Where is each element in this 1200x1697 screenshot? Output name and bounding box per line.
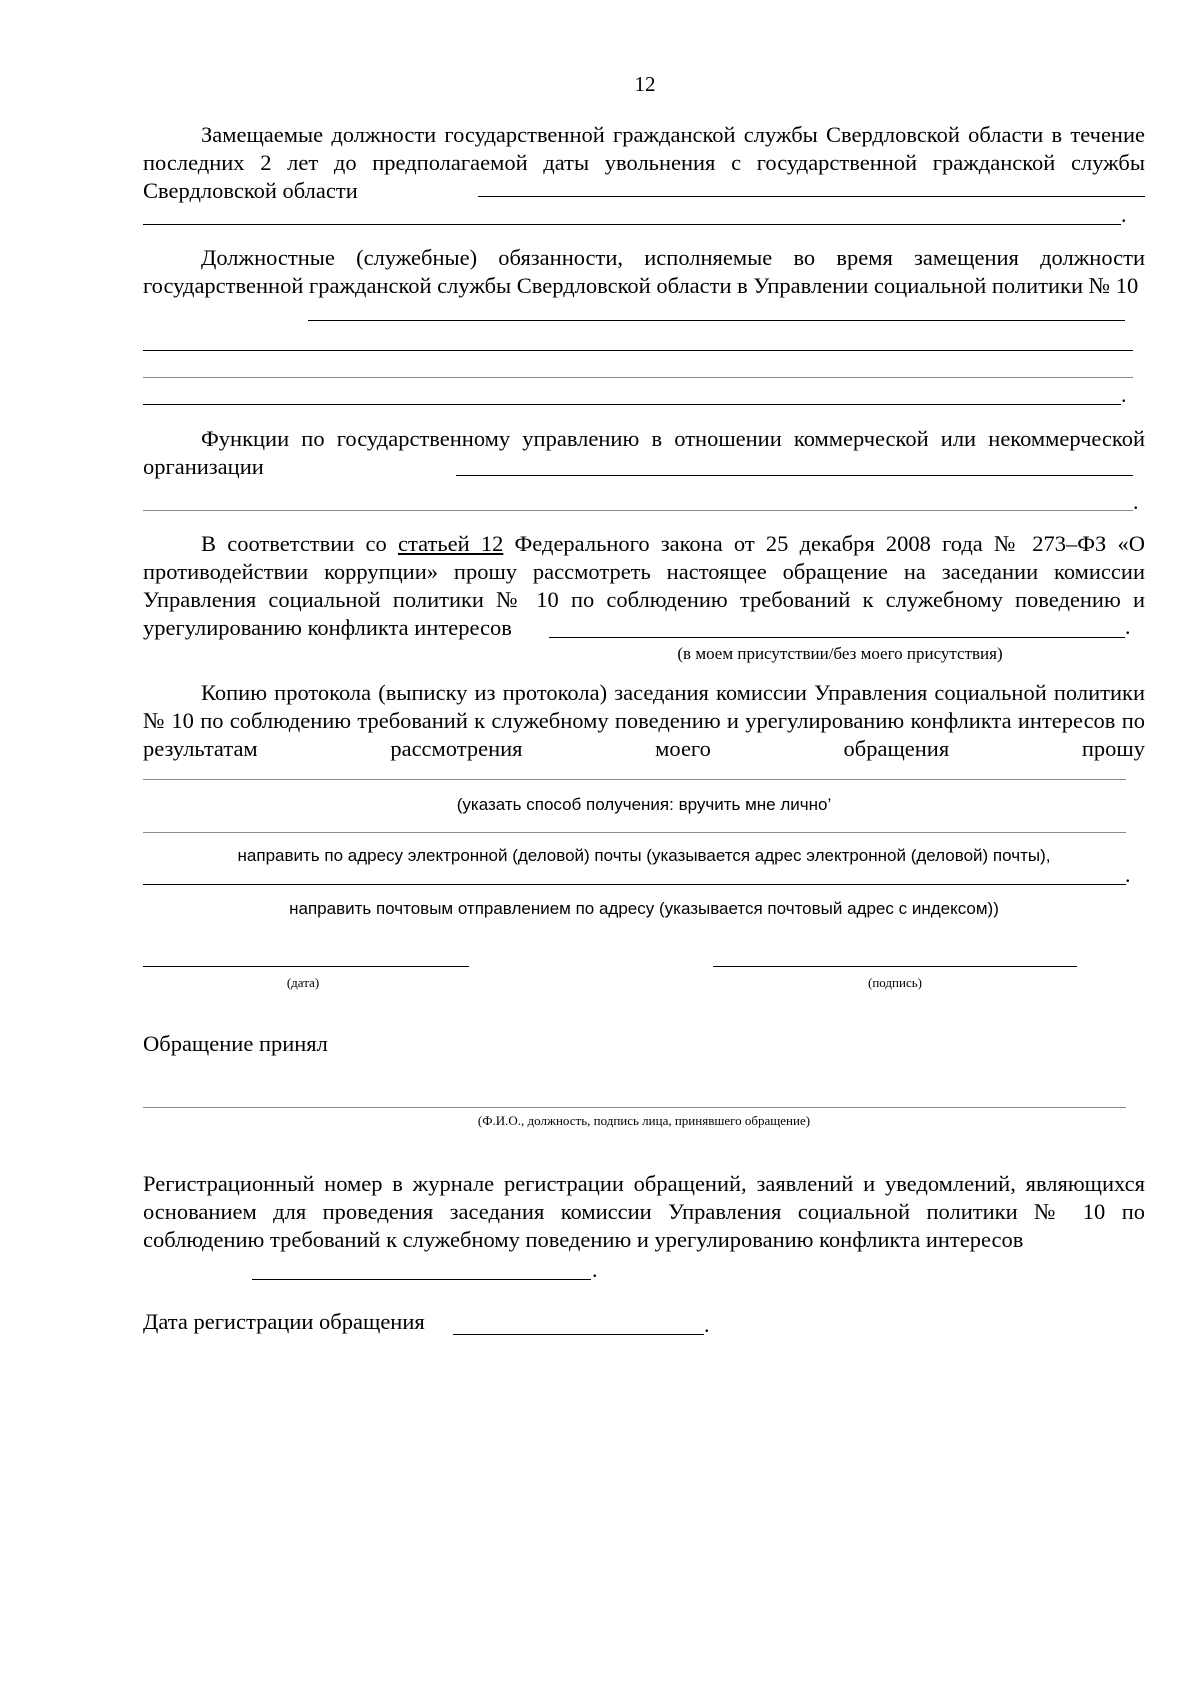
delivery-end-mark: . bbox=[1125, 862, 1131, 887]
registration-number-fill-line[interactable] bbox=[252, 1279, 591, 1280]
received-label: Обращение принял bbox=[143, 1031, 328, 1056]
consideration-text-1: В соответствии со bbox=[201, 531, 398, 556]
delivery-caption-3: направить почтовым отправлением по адресу (указывается почтовый адрес с индексом)) bbox=[289, 899, 999, 918]
consideration-paragraph bbox=[143, 530, 1145, 642]
delivery-fill-line-3[interactable] bbox=[143, 884, 1126, 885]
functions-text: Функции по государственному управлению в отношении коммерческой или некоммерческой организации bbox=[143, 426, 1145, 479]
registration-text: Регистрационный номер в журнале регистрации обращений, заявлений и уведомлений, являющихся основанием для проведения заседания комиссии Управления социальной политики № 10 по соблюдению требований к служебному поведению и урегулированию конфликта интересов bbox=[143, 1171, 1145, 1252]
duties-fill-line-1[interactable] bbox=[308, 320, 1125, 321]
duties-fill-line-2[interactable] bbox=[143, 350, 1133, 351]
presence-caption: (в моем присутствии/без моего присутствия) bbox=[677, 644, 1003, 663]
received-fill-line[interactable] bbox=[143, 1107, 1126, 1108]
registration-paragraph bbox=[143, 1170, 1145, 1254]
presence-fill-line[interactable] bbox=[549, 637, 1125, 638]
positions-fill-line-2[interactable] bbox=[143, 224, 1121, 225]
registration-date-end-mark: . bbox=[704, 1312, 710, 1337]
delivery-fill-line-2[interactable] bbox=[143, 832, 1126, 833]
positions-fill-line-1[interactable] bbox=[478, 196, 1145, 197]
protocol-text: Копию протокола (выписку из протокола) заседания комиссии Управления социальной политики № 10 по соблюдению требований к служебному поведению и урегулированию конфликта интересов по результатам рассмотрения моего обращения прошу bbox=[143, 680, 1145, 761]
duties-paragraph bbox=[143, 244, 1145, 300]
registration-date-fill-line[interactable] bbox=[453, 1334, 704, 1335]
registration-date-label: Дата регистрации обращения bbox=[143, 1309, 425, 1334]
functions-fill-line-1[interactable] bbox=[456, 475, 1133, 476]
signature-caption: (подпись) bbox=[868, 975, 922, 990]
protocol-paragraph bbox=[143, 679, 1145, 763]
registration-number-end-mark: . bbox=[592, 1257, 598, 1282]
delivery-fill-line-1[interactable] bbox=[143, 779, 1126, 780]
delivery-caption-1: (указать способ получения: вручить мне лично’ bbox=[456, 795, 832, 814]
page-number: 12 bbox=[634, 72, 656, 96]
duties-end-mark: . bbox=[1121, 382, 1127, 407]
duties-fill-line-4[interactable] bbox=[143, 404, 1121, 405]
functions-fill-line-2[interactable] bbox=[143, 510, 1133, 511]
date-fill-line[interactable] bbox=[143, 966, 469, 967]
positions-paragraph bbox=[143, 121, 1145, 205]
functions-paragraph bbox=[143, 425, 1145, 481]
article-12-link[interactable]: статьей 12 bbox=[398, 531, 504, 556]
functions-end-mark: . bbox=[1133, 489, 1139, 514]
signature-fill-line[interactable] bbox=[713, 966, 1077, 967]
date-caption: (дата) bbox=[286, 975, 320, 990]
positions-end-mark: . bbox=[1121, 202, 1127, 227]
consideration-text-2: Федерального закона от 25 декабря 2008 года № 273–ФЗ «О противодействии коррупции» прошу рассмотреть настоящее обращение на заседании комиссии Управления социальной политики № 10 по соблюдению требований к служебному поведению и урегулированию конфликта интересов bbox=[143, 531, 1145, 640]
duties-fill-line-3[interactable] bbox=[143, 377, 1133, 378]
positions-text: Замещаемые должности государственной гражданской службы Свердловской области в течение последних 2 лет до предполагаемой даты увольнения с государственной гражданской службы Свердловской области bbox=[143, 122, 1145, 203]
presence-end-mark: . bbox=[1125, 614, 1131, 639]
received-caption: (Ф.И.О., должность, подпись лица, принявшего обращение) bbox=[477, 1113, 811, 1128]
delivery-caption-2: направить по адресу электронной (деловой) почты (указывается адрес электронной (деловой) почты), bbox=[237, 846, 1051, 865]
duties-text: Должностные (служебные) обязанности, исполняемые во время замещения должности государственной гражданской службы Свердловской области в Управлении социальной политики № 10 bbox=[143, 245, 1145, 298]
